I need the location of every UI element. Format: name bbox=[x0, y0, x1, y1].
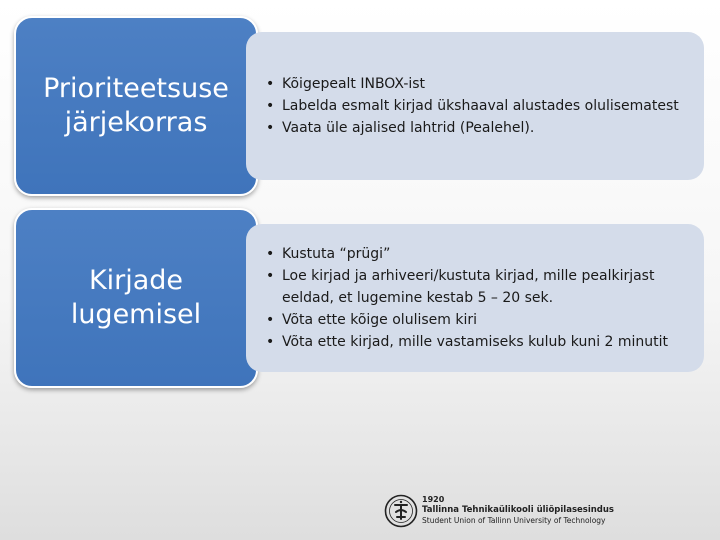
logo-name-english: Student Union of Tallinn University of Technology bbox=[422, 516, 606, 525]
section-heading: Prioriteetsuse järjekorras bbox=[43, 73, 229, 138]
bullet-text: Kõigepealt INBOX-ist bbox=[282, 76, 426, 92]
bullet-dot: • bbox=[266, 312, 275, 328]
bullet-item bbox=[266, 309, 692, 331]
bullet-text: Kustuta “prügi” bbox=[282, 246, 391, 262]
university-emblem-icon bbox=[384, 494, 418, 528]
bullet-dot: • bbox=[266, 76, 275, 92]
bullet-dot: • bbox=[266, 334, 275, 350]
section-heading-box bbox=[14, 208, 258, 388]
bullet-dot: • bbox=[266, 98, 275, 114]
section-bullet-panel bbox=[246, 224, 704, 372]
bullet-text: Loe kirjad ja arhiveeri/kustuta kirjad, mille pealkirjast eeldad, et lugemine kestab 5 – 20 sek. bbox=[282, 268, 655, 306]
bullet-text: Labelda esmalt kirjad ükshaaval alustades olulisematest bbox=[282, 98, 679, 114]
bullet-dot: • bbox=[266, 246, 275, 262]
bullet-item bbox=[266, 331, 692, 353]
bullet-text: Võta ette kirjad, mille vastamiseks kulub kuni 2 minutit bbox=[282, 334, 669, 350]
bullet-item bbox=[266, 117, 692, 139]
section-heading-box bbox=[14, 16, 258, 196]
bullet-item bbox=[266, 265, 692, 309]
section-heading: Kirjade lugemisel bbox=[70, 265, 202, 330]
student-union-logo bbox=[384, 490, 644, 534]
bullet-item bbox=[266, 73, 692, 95]
section-bullet-panel bbox=[246, 32, 704, 180]
bullet-text: Vaata üle ajalised lahtrid (Pealehel). bbox=[282, 120, 535, 136]
bullet-item bbox=[266, 243, 692, 265]
bullet-item bbox=[266, 95, 692, 117]
bullet-dot: • bbox=[266, 120, 275, 136]
bullet-text: Võta ette kõige olulisem kiri bbox=[282, 312, 477, 328]
section-reading bbox=[14, 208, 704, 388]
bullet-dot: • bbox=[266, 268, 275, 284]
section-priority bbox=[14, 16, 704, 196]
logo-year: 1920 bbox=[422, 495, 445, 504]
logo-name: Tallinna Tehnikaülikooli üliõpilasesindus bbox=[422, 505, 614, 515]
